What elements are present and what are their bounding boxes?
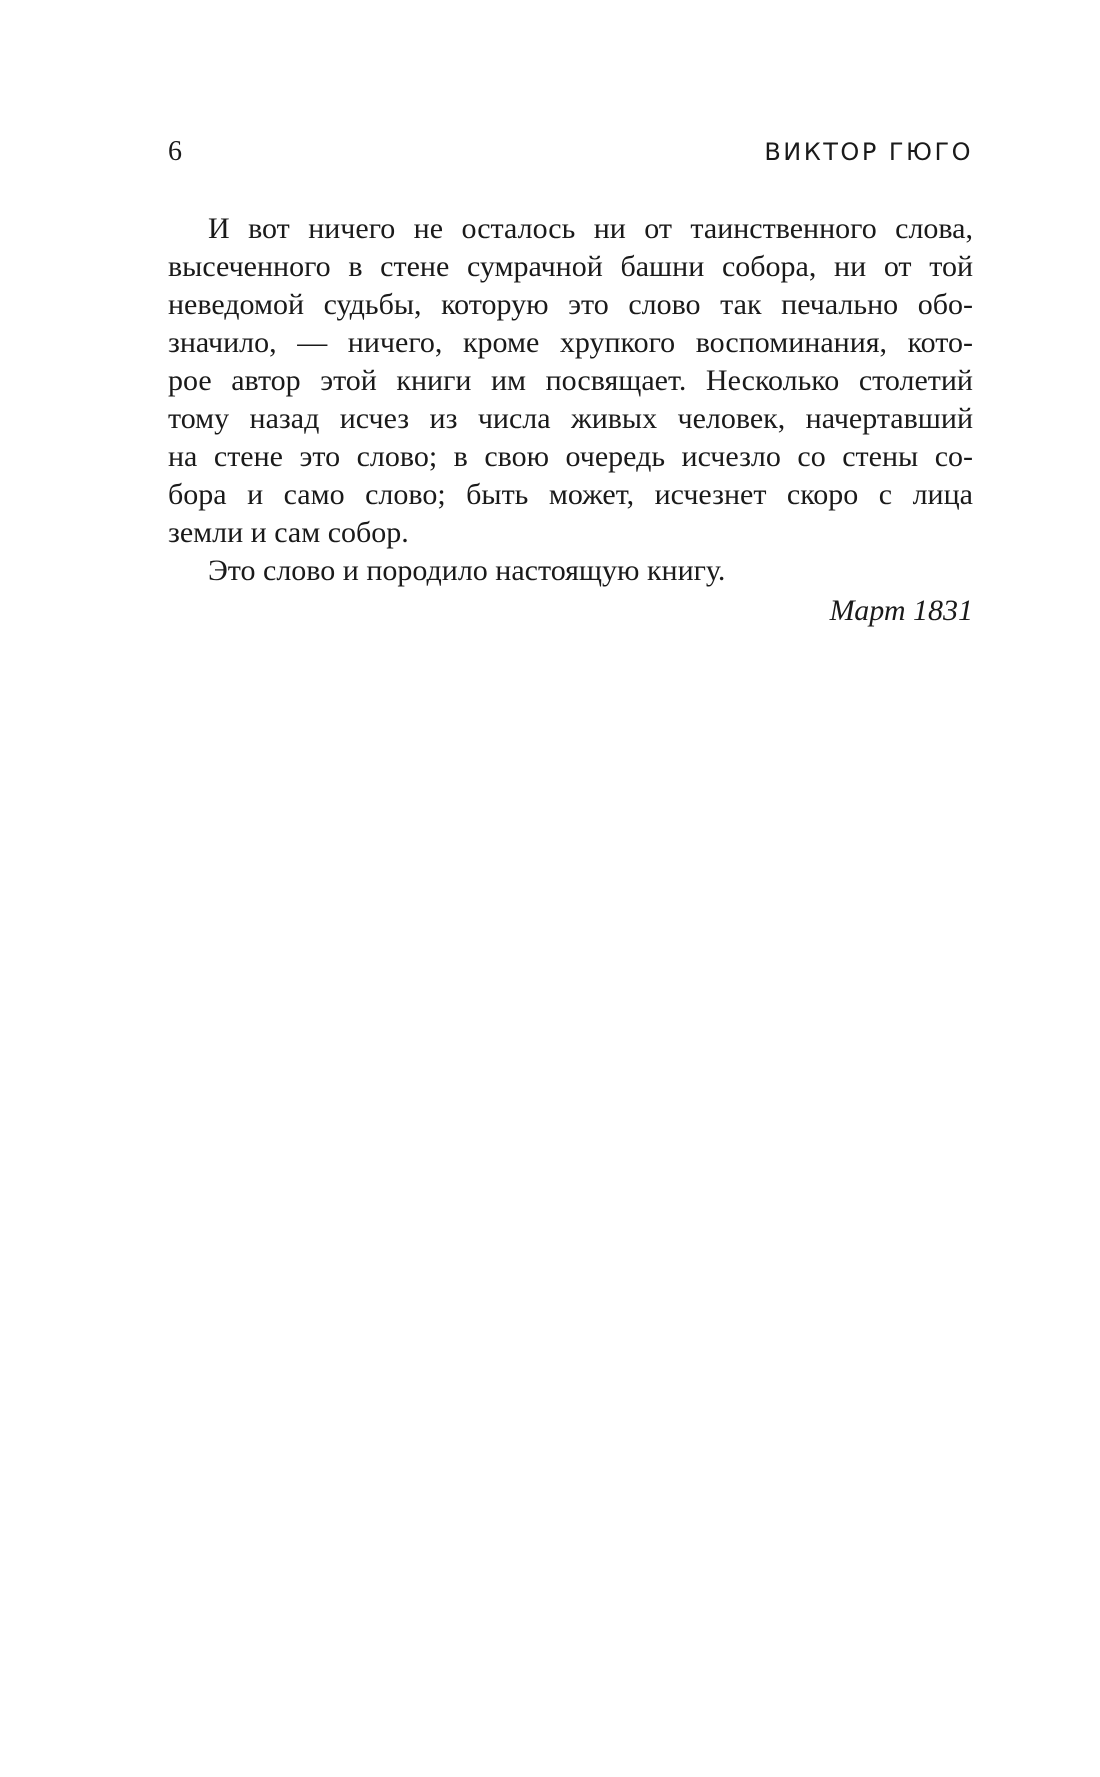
text-line: на стене это слово; в свою очередь исчезло со стены со- bbox=[168, 440, 973, 473]
page-number: 6 bbox=[168, 136, 182, 167]
text-line: Это слово и породило настоящую книгу. bbox=[208, 554, 726, 587]
date-signature: Март 1831 bbox=[829, 594, 973, 627]
text-line: бора и само слово; быть может, исчезнет скоро с лица bbox=[168, 478, 973, 511]
paragraph bbox=[168, 552, 973, 590]
running-header bbox=[168, 132, 973, 172]
text-line: высеченного в стене сумрачной башни собора, ни от той bbox=[168, 250, 973, 283]
text-line: значило, — ничего, кроме хрупкого воспоминания, кото- bbox=[168, 326, 973, 359]
text-line: земли и сам собор. bbox=[168, 516, 409, 549]
text-line: тому назад исчез из числа живых человек, начертавший bbox=[168, 402, 973, 435]
text-line: И вот ничего не осталось ни от таинственного слова, bbox=[208, 212, 973, 245]
text-line: рое автор этой книги им посвящает. Несколько столетий bbox=[168, 364, 973, 397]
paragraph bbox=[168, 210, 973, 552]
running-title: ВИКТОР ГЮГО bbox=[764, 138, 973, 166]
text-line: неведомой судьбы, которую это слово так печально обо- bbox=[168, 288, 973, 321]
body-text bbox=[168, 210, 973, 630]
